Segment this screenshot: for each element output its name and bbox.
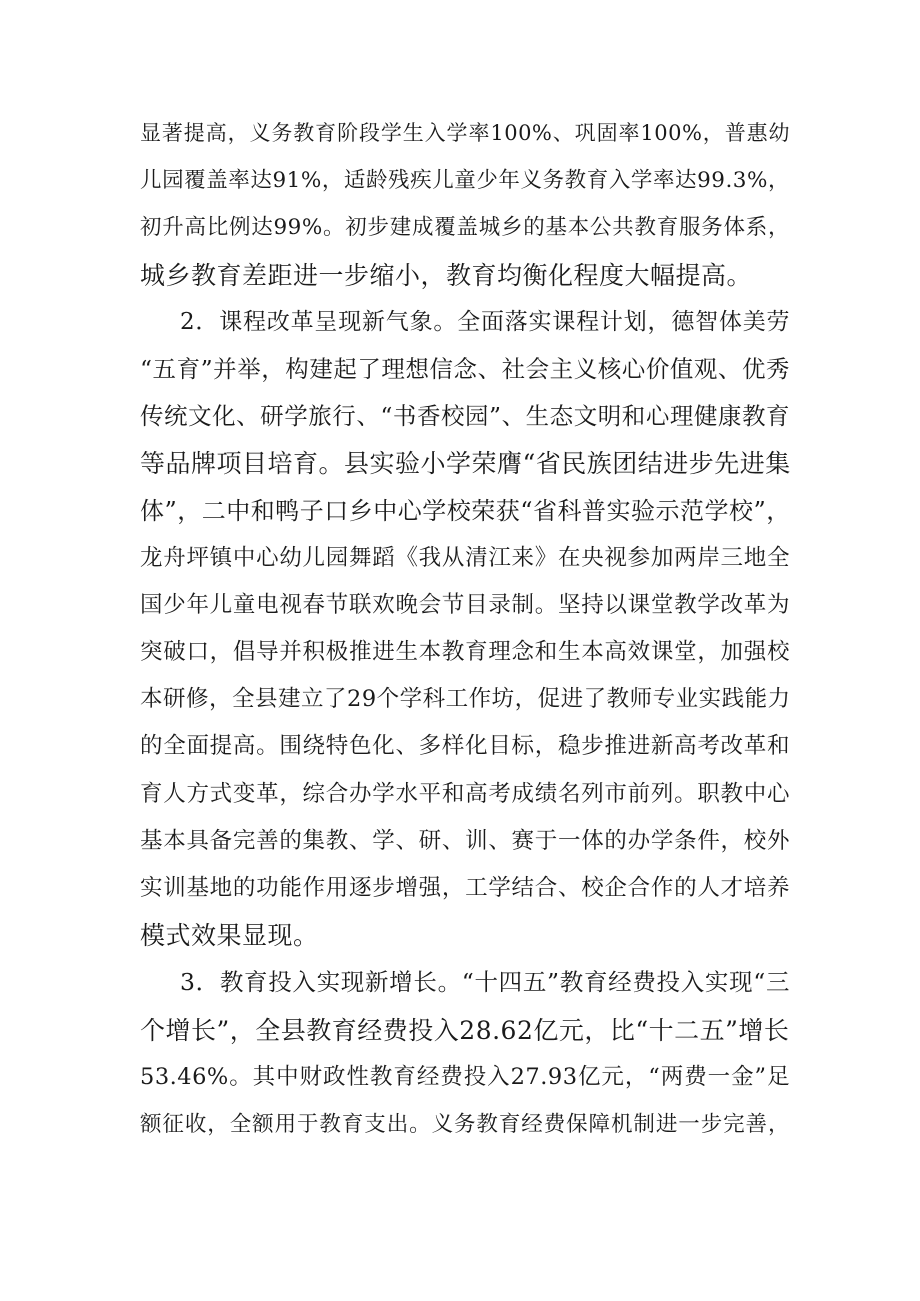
text-line: 个增长”，全县教育经费投入28.62亿元，比“十二五”增长 [140, 1015, 790, 1045]
text-line: 龙舟坪镇中心幼儿园舞蹈《我从清江来》在央视参加两岸三地全 [140, 544, 790, 571]
text-line: 体”，二中和鸭子口乡中心学校荣获“省科普实验示范学校”， [140, 496, 791, 525]
document-body [140, 110, 790, 1148]
text-line: 本研修，全县建立了29个学科工作坊，促进了教师专业实践能力 [140, 686, 791, 713]
paragraph-education-investment [140, 959, 790, 1148]
text-line: 育人方式变革，综合办学水平和高考成绩名列市前列。职教中心 [140, 780, 790, 807]
text-line: 显著提高，义务教育阶段学生入学率100%、巩固率100%，普惠幼 [140, 121, 790, 145]
text-line: 53.46%。其中财政性教育经费投入27.93亿元，“两费一金”足 [140, 1063, 790, 1090]
text-line: 等品牌项目培育。县实验小学荣膺“省民族团结进步先进集 [140, 449, 791, 479]
paragraph-heading-line: 2．课程改革呈现新气象。全面落实课程计划，德智体美劳 [180, 308, 790, 335]
text-line: 实训基地的功能作用逐步增强，工学结合、校企合作的人才培养 [140, 875, 790, 901]
text-line: “五育”并举，构建起了理想信念、社会主义核心价值观、优秀 [140, 354, 790, 383]
text-line: 儿园覆盖率达91%，适龄残疾儿童少年义务教育入学率达99.3%， [140, 168, 790, 194]
text-line: 基本具备完善的集教、学、研、训、赛于一体的办学条件，校外 [140, 827, 790, 854]
text-line: 传统文化、研学旅行、“书香校园”、生态文明和心理健康教育 [140, 402, 790, 431]
paragraph-heading-line: 3．教育投入实现新增长。“十四五”教育经费投入实现“三 [180, 968, 790, 997]
text-line: 国少年儿童电视春节联欢晚会节目录制。坚持以课堂教学改革为 [140, 591, 790, 618]
text-line: 额征收，全额用于教育支出。义务教育经费保障机制进一步完善， [140, 1111, 790, 1137]
text-line: 城乡教育差距进一步缩小，教育均衡化程度大幅提高。 [140, 260, 753, 290]
paragraph-curriculum-reform [140, 299, 790, 960]
text-line: 初升高比例达99%。初步建成覆盖城乡的基本公共教育服务体系， [140, 215, 790, 241]
text-line: 突破口，倡导并积极推进生本教育理念和生本高效课堂，加强校 [140, 639, 790, 666]
paragraph-enrollment-rates [140, 110, 790, 299]
text-line: 的全面提高。围绕特色化、多样化目标，稳步推进新高考改革和 [140, 733, 790, 760]
text-line: 模式效果显现。 [140, 921, 319, 951]
